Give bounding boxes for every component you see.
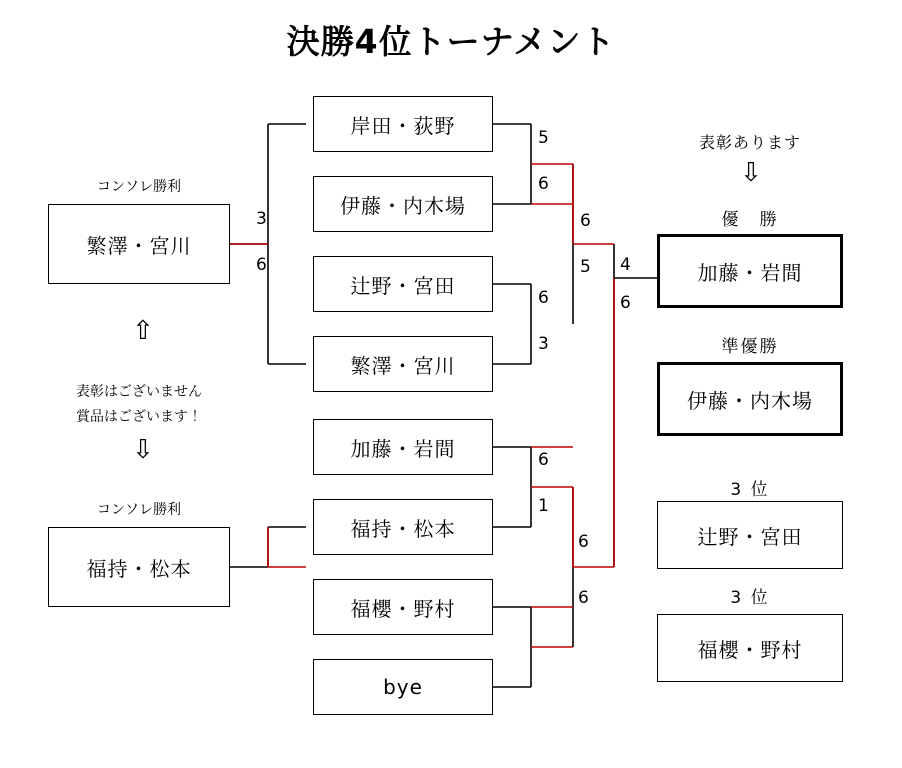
score-r1-m2-a: 6 — [538, 288, 549, 308]
round1-box-2 — [313, 176, 493, 232]
consolation-bottom-caption: コンソレ勝利 — [97, 502, 181, 518]
score-r2-top-b: 5 — [580, 257, 591, 277]
score-r2-bot-a: 6 — [578, 532, 589, 552]
score-consolation-top: 3 — [256, 209, 267, 229]
round1-team-label-3: 辻野・宮田 — [350, 273, 456, 298]
score-r1-m2-b: 3 — [538, 334, 549, 354]
score-r1-m1-a: 5 — [538, 128, 549, 148]
consolation-top-team-box — [48, 204, 230, 284]
ceremony-note: 表彰あります — [698, 133, 801, 152]
champion-box — [657, 234, 843, 308]
third-team-label-2: 福櫻・野村 — [697, 637, 803, 662]
score-r2-top-a: 6 — [580, 211, 591, 231]
round1-box-7 — [313, 579, 493, 635]
arrow-down-icon: ⇩ — [132, 435, 154, 465]
runnerup-team-label: 伊藤・内木場 — [687, 388, 813, 413]
consolation-bottom-team-box — [48, 527, 230, 607]
runnerup-box — [657, 362, 843, 436]
round1-team-label-5: 加藤・岩間 — [350, 436, 456, 461]
score-r1-m1-b: 6 — [538, 174, 549, 194]
round1-team-label-6: 福持・松本 — [350, 516, 456, 541]
champion-label: 優 勝 — [721, 210, 779, 230]
score-r1-m3-a: 6 — [538, 450, 549, 470]
page-title: 決勝4位トーナメント — [286, 22, 616, 61]
round1-box-8 — [313, 659, 493, 715]
champion-team-label: 加藤・岩間 — [697, 260, 803, 285]
third-box-2 — [657, 614, 843, 682]
score-final-b: 6 — [620, 293, 631, 313]
score-consolation-bottom: 6 — [256, 255, 267, 275]
consolation-bottom-team-label: 福持・松本 — [86, 556, 192, 581]
runnerup-label: 準優勝 — [721, 337, 779, 357]
consolation-top-team-label: 繁澤・宮川 — [86, 233, 192, 258]
round1-team-label-4: 繁澤・宮川 — [350, 353, 456, 378]
round1-box-4 — [313, 336, 493, 392]
round1-box-1 — [313, 96, 493, 152]
consolation-note-line2: 賞品はございます！ — [76, 409, 202, 425]
third-box-1 — [657, 501, 843, 569]
third-team-label-1: 辻野・宮田 — [697, 524, 803, 549]
round1-box-5 — [313, 419, 493, 475]
score-final-a: 4 — [620, 255, 631, 275]
third-label-1: 3 位 — [730, 480, 770, 500]
round1-box-3 — [313, 256, 493, 312]
score-r1-m3-b: 1 — [538, 496, 549, 516]
consolation-note-line1: 表彰はございません — [76, 384, 202, 400]
ceremony-arrow-icon: ⇩ — [740, 158, 762, 188]
round1-team-label-8: bye — [383, 675, 423, 699]
score-r1-m4-a: 6 — [578, 588, 589, 608]
round1-team-label-2: 伊藤・内木場 — [340, 193, 466, 218]
third-label-2: 3 位 — [730, 588, 770, 608]
consolation-top-caption: コンソレ勝利 — [97, 179, 181, 195]
round1-team-label-1: 岸田・荻野 — [350, 113, 456, 138]
round1-box-6 — [313, 499, 493, 555]
round1-team-label-7: 福櫻・野村 — [350, 596, 456, 621]
arrow-up-icon: ⇧ — [132, 316, 154, 346]
